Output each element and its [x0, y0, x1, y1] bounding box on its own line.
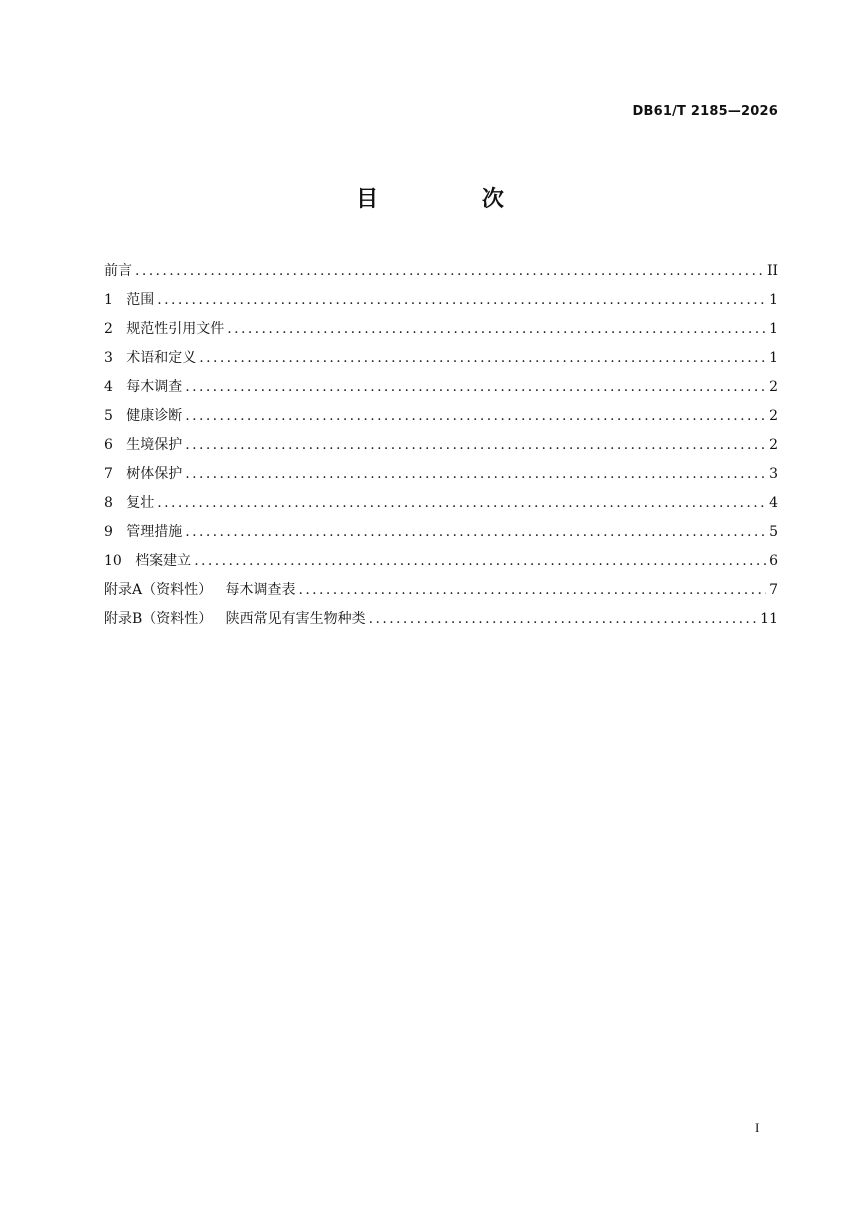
toc-entry-label: 每木调查表 — [225, 582, 296, 598]
toc-entry-preface[interactable] — [104, 260, 778, 289]
table-of-contents — [104, 260, 778, 637]
toc-entry-label: 前言 — [104, 263, 132, 279]
toc-entry-10[interactable] — [104, 550, 778, 579]
dot-leader — [157, 495, 766, 511]
toc-entry-label: 管理措施 — [126, 524, 183, 540]
toc-entry-label: 规范性引用文件 — [126, 321, 225, 337]
toc-entry-label: 健康诊断 — [126, 408, 183, 424]
dot-leader — [194, 553, 766, 569]
toc-entry-number: 8 — [104, 495, 113, 511]
dot-leader — [135, 263, 764, 279]
toc-entry-number: 6 — [104, 437, 113, 453]
toc-entry-label: 每木调查 — [126, 379, 183, 395]
toc-entry-label: 陕西常见有害生物种类 — [225, 611, 366, 627]
toc-entry-number: 2 — [104, 321, 113, 337]
toc-page-number: 6 — [769, 553, 778, 569]
dot-leader — [185, 379, 766, 395]
standard-code: DB61/T 2185—2026 — [632, 104, 778, 119]
toc-entry-appendix-a[interactable] — [104, 579, 778, 608]
toc-entry-6[interactable] — [104, 434, 778, 463]
toc-entry-label: 复壮 — [126, 495, 155, 511]
dot-leader — [185, 524, 766, 540]
toc-entry-number: 附录B（资料性） — [104, 611, 213, 627]
toc-page-number: 3 — [769, 466, 778, 482]
page-number: I — [755, 1120, 760, 1135]
toc-page-number: 4 — [769, 495, 778, 511]
dot-leader — [185, 437, 766, 453]
dot-leader — [185, 466, 766, 482]
toc-entry-9[interactable] — [104, 521, 778, 550]
toc-entry-8[interactable] — [104, 492, 778, 521]
toc-page-number: 2 — [769, 379, 778, 395]
dot-leader — [298, 582, 766, 598]
toc-page-number: 1 — [769, 292, 778, 308]
toc-entry-number: 7 — [104, 466, 113, 482]
dot-leader — [185, 408, 766, 424]
toc-entry-3[interactable] — [104, 347, 778, 376]
toc-page-number: 5 — [769, 524, 778, 540]
toc-entry-label: 术语和定义 — [126, 350, 197, 366]
toc-entry-label: 树体保护 — [126, 466, 183, 482]
dot-leader — [199, 350, 766, 366]
toc-page-number: 11 — [760, 611, 778, 627]
toc-entry-number: 4 — [104, 379, 113, 395]
toc-entry-number: 10 — [104, 553, 122, 569]
toc-entry-number: 1 — [104, 292, 113, 308]
toc-entry-number: 5 — [104, 408, 113, 424]
toc-page-number: 2 — [769, 437, 778, 453]
toc-entry-2[interactable] — [104, 318, 778, 347]
toc-entry-number: 3 — [104, 350, 113, 366]
toc-page-number: 1 — [769, 350, 778, 366]
toc-entry-label: 范围 — [126, 292, 155, 308]
toc-page-number: 7 — [769, 582, 778, 598]
toc-entry-number: 9 — [104, 524, 113, 540]
toc-page-number: II — [766, 263, 778, 279]
toc-page-number: 1 — [769, 321, 778, 337]
toc-title: 目 次 — [356, 187, 552, 212]
toc-entry-number: 附录A（资料性） — [104, 582, 213, 598]
dot-leader — [227, 321, 766, 337]
toc-page-number: 2 — [769, 408, 778, 424]
toc-entry-label: 生境保护 — [126, 437, 183, 453]
toc-entry-1[interactable] — [104, 289, 778, 318]
dot-leader — [369, 611, 758, 627]
toc-entry-label: 档案建立 — [135, 553, 192, 569]
toc-entry-5[interactable] — [104, 405, 778, 434]
toc-entry-appendix-b[interactable] — [104, 608, 778, 637]
toc-entry-4[interactable] — [104, 376, 778, 405]
toc-entry-7[interactable] — [104, 463, 778, 492]
dot-leader — [157, 292, 766, 308]
